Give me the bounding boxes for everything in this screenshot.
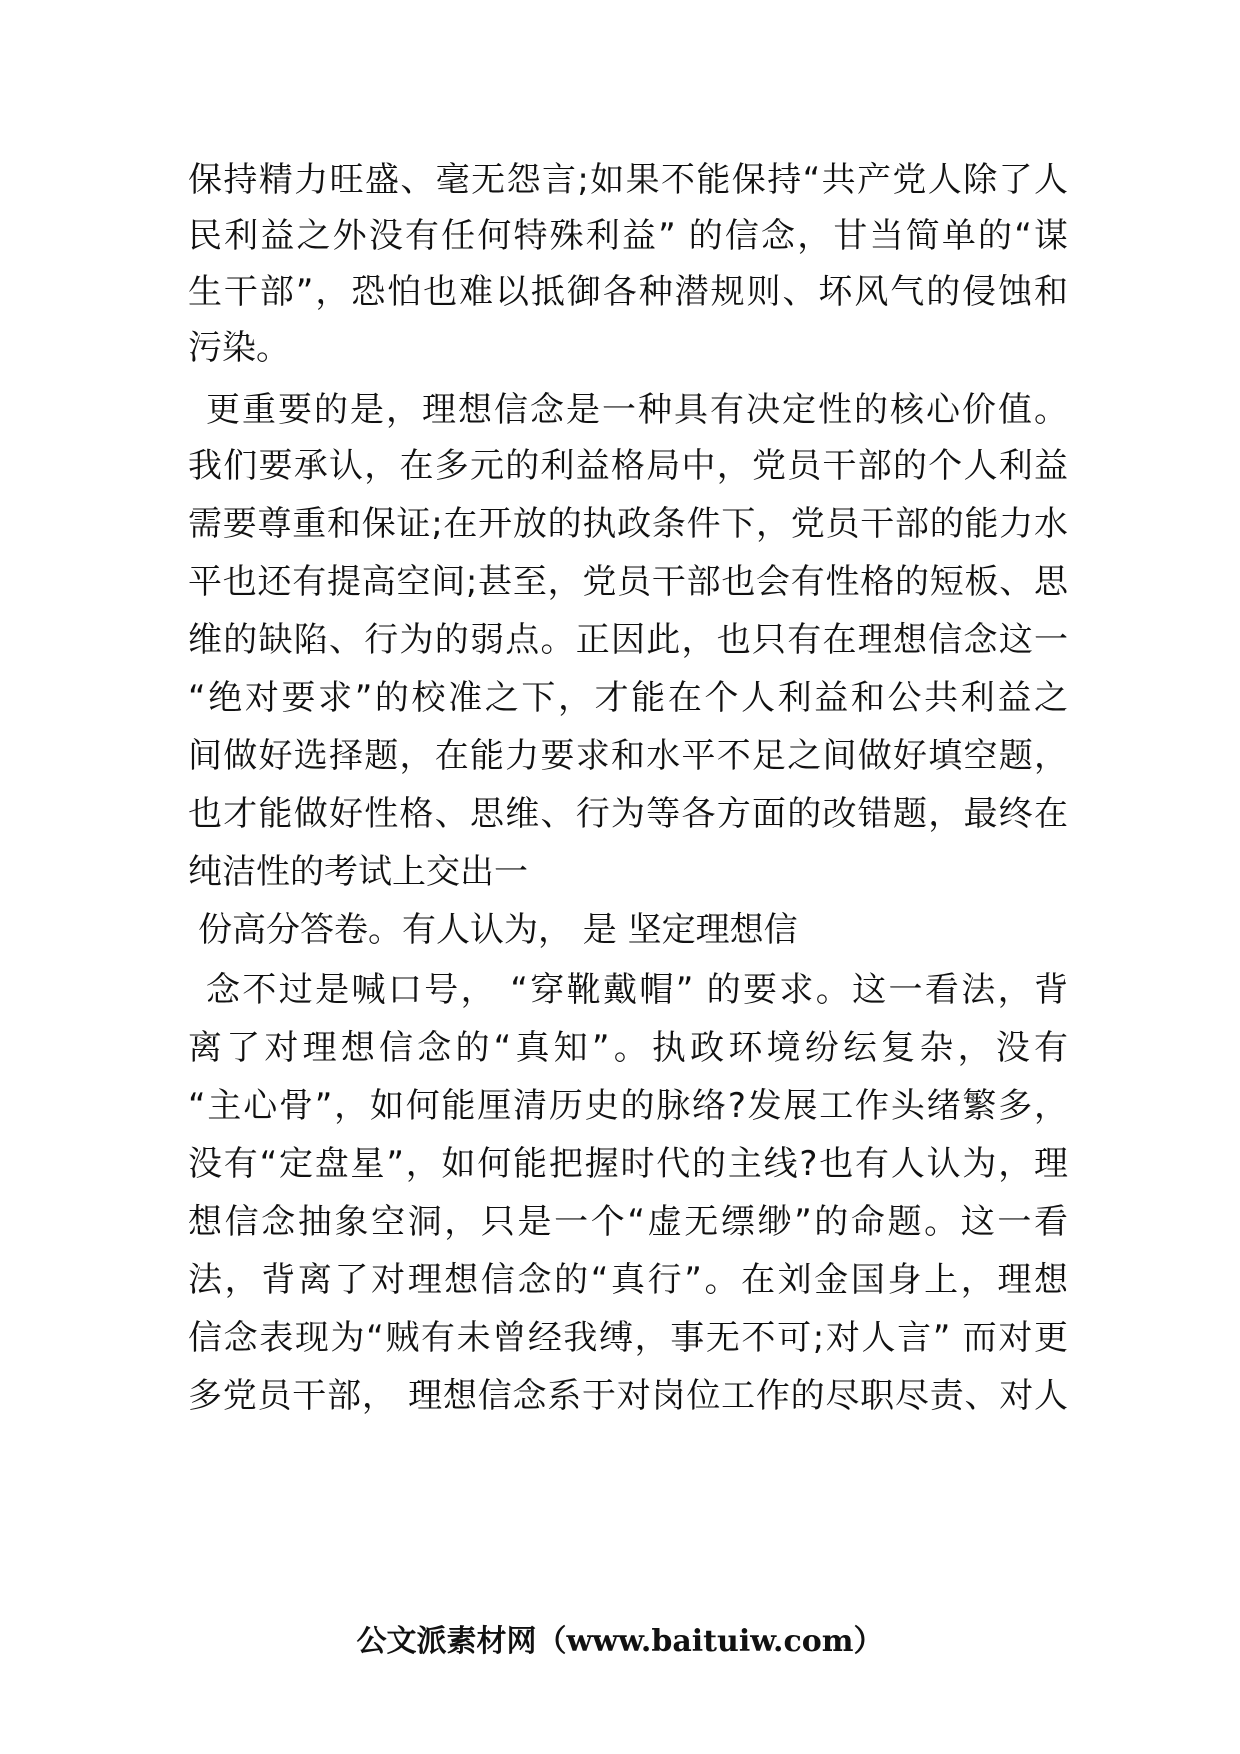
paragraph-line: 没有“定盘星”，如何能把握时代的主线?也有人认为，理 <box>188 1144 1068 1184</box>
paragraph-line: 也才能做好性格、思维、行为等各方面的改错题，最终在 <box>188 794 1068 834</box>
paragraph-line: 信念表现为“贼有未曾经我缚，事无不可;对人言” 而对更 <box>188 1318 1068 1358</box>
paragraph-line: 念不过是喊口号， “穿靴戴帽” 的要求。这一看法，背 <box>206 970 1068 1010</box>
paragraph-line: 间做好选择题，在能力要求和水平不足之间做好填空题， <box>188 736 1068 776</box>
paragraph-line: 需要尊重和保证;在开放的执政条件下，党员干部的能力水 <box>188 504 1068 544</box>
paragraph-line: 污染。 <box>188 328 290 368</box>
paragraph-line: 份高分答卷。有人认为， 是 坚定理想信 <box>198 910 798 950</box>
paragraph-line: 维的缺陷、行为的弱点。正因此，也只有在理想信念这一 <box>188 620 1068 660</box>
paragraph-line: 保持精力旺盛、毫无怨言;如果不能保持“共产党人除了人 <box>188 160 1068 200</box>
paragraph-line: 离了对理想信念的“真知”。执政环境纷纭复杂，没有 <box>188 1028 1068 1068</box>
paragraph-line: 法，背离了对理想信念的“真行”。在刘金国身上，理想 <box>188 1260 1068 1300</box>
paragraph-line: 更重要的是，理想信念是一种具有决定性的核心价值。 <box>206 390 1068 430</box>
paragraph-line: 民利益之外没有任何特殊利益” 的信念，甘当简单的“谋 <box>188 216 1068 256</box>
paragraph-line: “主心骨”，如何能厘清历史的脉络?发展工作头绪繁多， <box>188 1086 1068 1126</box>
paragraph-line: 我们要承认，在多元的利益格局中，党员干部的个人利益 <box>188 446 1068 486</box>
paragraph-line: 平也还有提高空间;甚至，党员干部也会有性格的短板、思 <box>188 562 1068 602</box>
paragraph-line: 纯洁性的考试上交出一 <box>188 852 528 892</box>
paragraph-line: 生干部”，恐怕也难以抵御各种潜规则、坏风气的侵蚀和 <box>188 272 1068 312</box>
footer-source: 公文派素材网（www.baituiw.com） <box>356 1624 884 1659</box>
paragraph-line: “绝对要求”的校准之下，才能在个人利益和公共利益之 <box>188 678 1068 718</box>
paragraph-line: 多党员干部， 理想信念系于对岗位工作的尽职尽责、对人 <box>188 1376 1068 1416</box>
paragraph-line: 想信念抽象空洞，只是一个“虚无缥缈”的命题。这一看 <box>188 1202 1068 1242</box>
